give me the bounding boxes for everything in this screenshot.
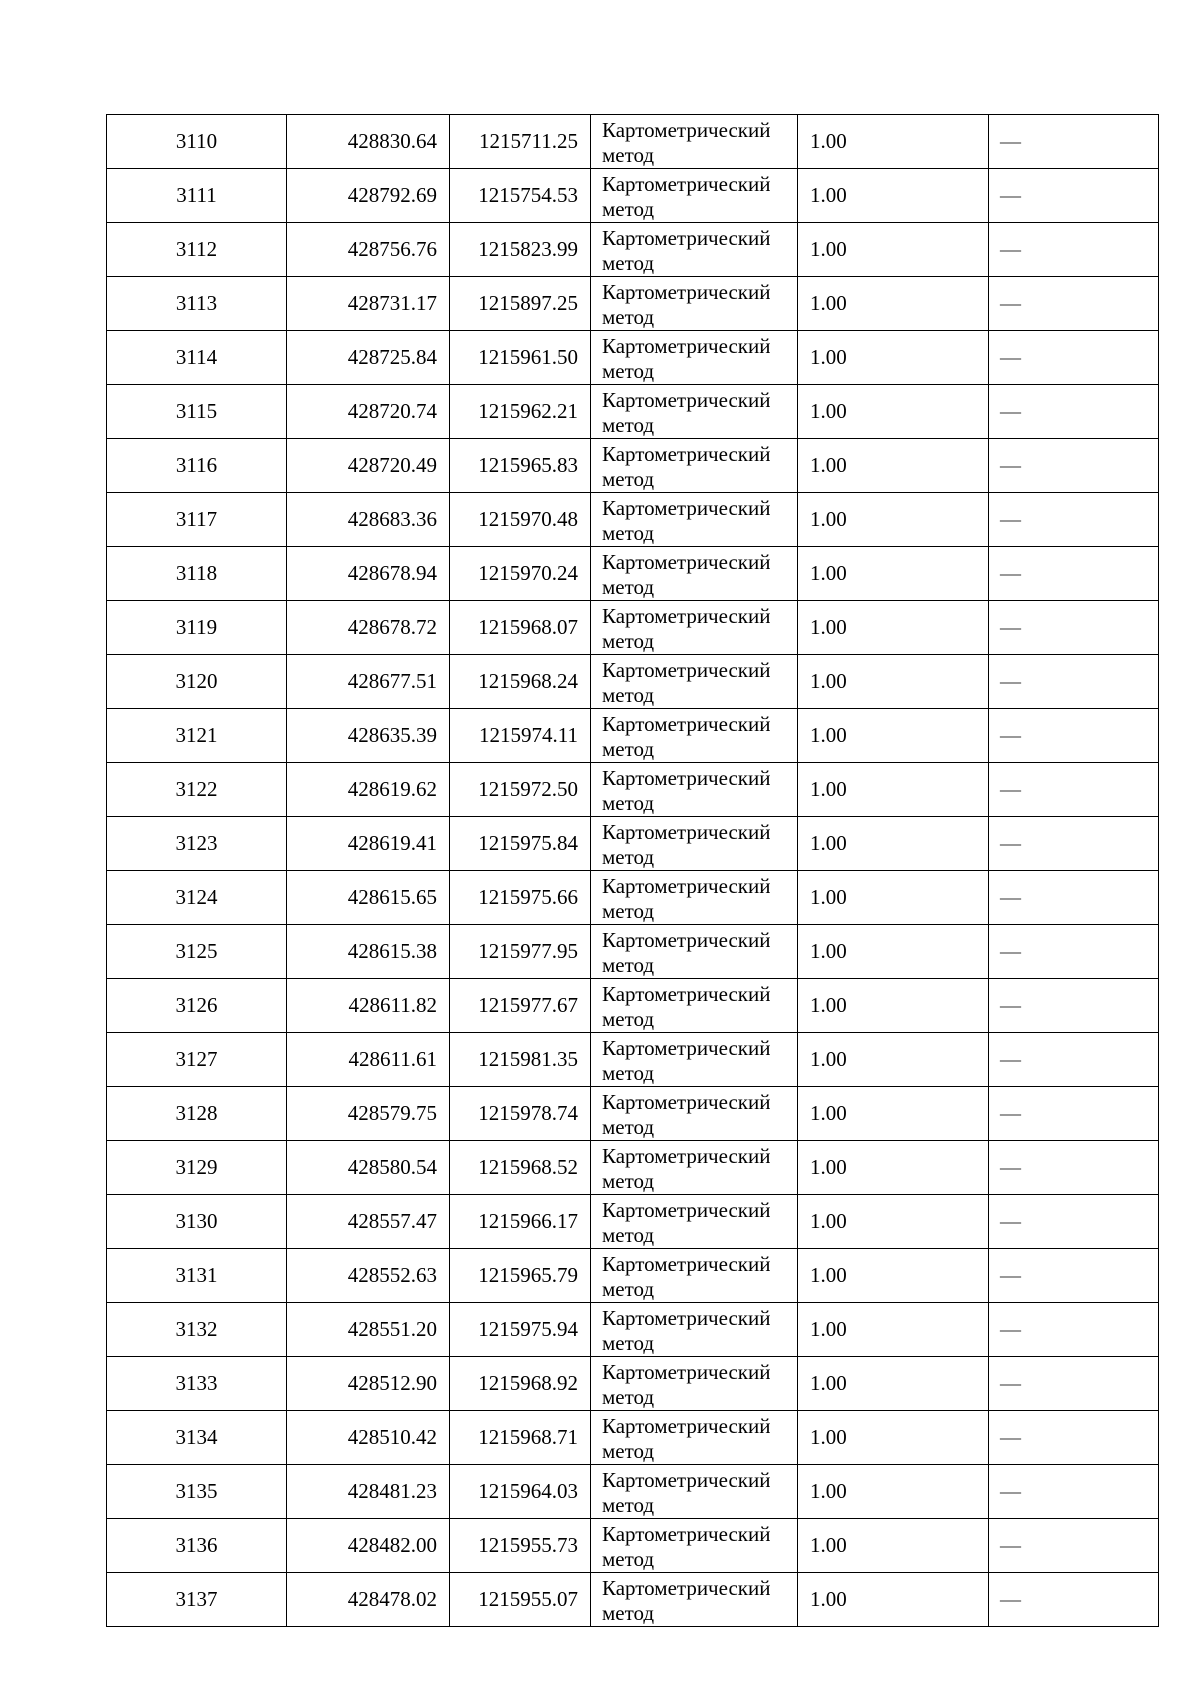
x-coordinate-cell: 428619.41 — [287, 817, 450, 871]
point-number-cell: 3112 — [107, 223, 287, 277]
accuracy-cell: 1.00 — [798, 763, 989, 817]
method-cell: Картометрический метод — [591, 1303, 798, 1357]
table-row — [107, 979, 1159, 1033]
dash-mark: — — [1000, 291, 1021, 315]
point-number-cell: 3110 — [107, 115, 287, 169]
y-coordinate-cell: 1215965.83 — [450, 439, 591, 493]
x-coordinate-cell: 428731.17 — [287, 277, 450, 331]
table-row — [107, 1303, 1159, 1357]
point-number-cell: 3123 — [107, 817, 287, 871]
table-row — [107, 601, 1159, 655]
point-number-cell: 3124 — [107, 871, 287, 925]
x-coordinate-cell: 428482.00 — [287, 1519, 450, 1573]
x-coordinate-cell: 428635.39 — [287, 709, 450, 763]
point-number-cell: 3134 — [107, 1411, 287, 1465]
method-cell: Картометрический метод — [591, 547, 798, 601]
y-coordinate-cell: 1215977.95 — [450, 925, 591, 979]
point-number-cell: 3117 — [107, 493, 287, 547]
accuracy-cell: 1.00 — [798, 817, 989, 871]
dash-mark: — — [1000, 615, 1021, 639]
table-row — [107, 331, 1159, 385]
method-cell: Картометрический метод — [591, 1195, 798, 1249]
y-coordinate-cell: 1215970.48 — [450, 493, 591, 547]
table-row — [107, 493, 1159, 547]
dash-mark: — — [1000, 993, 1021, 1017]
x-coordinate-cell: 428756.76 — [287, 223, 450, 277]
point-number-cell: 3136 — [107, 1519, 287, 1573]
x-coordinate-cell: 428792.69 — [287, 169, 450, 223]
y-coordinate-cell: 1215962.21 — [450, 385, 591, 439]
table-row — [107, 385, 1159, 439]
y-coordinate-cell: 1215965.79 — [450, 1249, 591, 1303]
dash-mark: — — [1000, 345, 1021, 369]
dash-mark: — — [1000, 561, 1021, 585]
x-coordinate-cell: 428677.51 — [287, 655, 450, 709]
table-row — [107, 115, 1159, 169]
description-cell — [989, 331, 1159, 385]
method-cell: Картометрический метод — [591, 979, 798, 1033]
table-row — [107, 439, 1159, 493]
description-cell — [989, 1303, 1159, 1357]
method-cell: Картометрический метод — [591, 223, 798, 277]
description-cell — [989, 709, 1159, 763]
y-coordinate-cell: 1215975.84 — [450, 817, 591, 871]
dash-mark: — — [1000, 1317, 1021, 1341]
method-cell: Картометрический метод — [591, 763, 798, 817]
method-cell: Картометрический метод — [591, 601, 798, 655]
method-cell: Картометрический метод — [591, 277, 798, 331]
y-coordinate-cell: 1215964.03 — [450, 1465, 591, 1519]
point-number-cell: 3119 — [107, 601, 287, 655]
description-cell — [989, 655, 1159, 709]
method-cell: Картометрический метод — [591, 331, 798, 385]
y-coordinate-cell: 1215975.94 — [450, 1303, 591, 1357]
y-coordinate-cell: 1215754.53 — [450, 169, 591, 223]
table-row — [107, 1519, 1159, 1573]
y-coordinate-cell: 1215977.67 — [450, 979, 591, 1033]
y-coordinate-cell: 1215968.07 — [450, 601, 591, 655]
x-coordinate-cell: 428579.75 — [287, 1087, 450, 1141]
accuracy-cell: 1.00 — [798, 1303, 989, 1357]
accuracy-cell: 1.00 — [798, 1033, 989, 1087]
y-coordinate-cell: 1215823.99 — [450, 223, 591, 277]
description-cell — [989, 1465, 1159, 1519]
table-row — [107, 277, 1159, 331]
x-coordinate-cell: 428551.20 — [287, 1303, 450, 1357]
description-cell — [989, 871, 1159, 925]
y-coordinate-cell: 1215961.50 — [450, 331, 591, 385]
dash-mark: — — [1000, 831, 1021, 855]
dash-mark: — — [1000, 1371, 1021, 1395]
accuracy-cell: 1.00 — [798, 115, 989, 169]
dash-mark: — — [1000, 723, 1021, 747]
description-cell — [989, 169, 1159, 223]
method-cell: Картометрический метод — [591, 1573, 798, 1627]
accuracy-cell: 1.00 — [798, 1357, 989, 1411]
point-number-cell: 3126 — [107, 979, 287, 1033]
y-coordinate-cell: 1215968.24 — [450, 655, 591, 709]
description-cell — [989, 1141, 1159, 1195]
table-row — [107, 223, 1159, 277]
point-number-cell: 3129 — [107, 1141, 287, 1195]
description-cell — [989, 925, 1159, 979]
method-cell: Картометрический метод — [591, 709, 798, 763]
method-cell: Картометрический метод — [591, 385, 798, 439]
dash-mark: — — [1000, 885, 1021, 909]
y-coordinate-cell: 1215981.35 — [450, 1033, 591, 1087]
accuracy-cell: 1.00 — [798, 601, 989, 655]
table-row — [107, 1573, 1159, 1627]
dash-mark: — — [1000, 669, 1021, 693]
point-number-cell: 3135 — [107, 1465, 287, 1519]
y-coordinate-cell: 1215978.74 — [450, 1087, 591, 1141]
x-coordinate-cell: 428580.54 — [287, 1141, 450, 1195]
dash-mark: — — [1000, 507, 1021, 531]
accuracy-cell: 1.00 — [798, 1519, 989, 1573]
x-coordinate-cell: 428510.42 — [287, 1411, 450, 1465]
x-coordinate-cell: 428557.47 — [287, 1195, 450, 1249]
x-coordinate-cell: 428619.62 — [287, 763, 450, 817]
y-coordinate-cell: 1215975.66 — [450, 871, 591, 925]
dash-mark: — — [1000, 129, 1021, 153]
point-number-cell: 3120 — [107, 655, 287, 709]
method-cell: Картометрический метод — [591, 817, 798, 871]
method-cell: Картометрический метод — [591, 1519, 798, 1573]
table-row — [107, 1033, 1159, 1087]
description-cell — [989, 493, 1159, 547]
accuracy-cell: 1.00 — [798, 655, 989, 709]
x-coordinate-cell: 428720.74 — [287, 385, 450, 439]
point-number-cell: 3111 — [107, 169, 287, 223]
y-coordinate-cell: 1215897.25 — [450, 277, 591, 331]
description-cell — [989, 1087, 1159, 1141]
dash-mark: — — [1000, 1587, 1021, 1611]
accuracy-cell: 1.00 — [798, 331, 989, 385]
description-cell — [989, 1573, 1159, 1627]
accuracy-cell: 1.00 — [798, 169, 989, 223]
method-cell: Картометрический метод — [591, 169, 798, 223]
method-cell: Картометрический метод — [591, 1465, 798, 1519]
description-cell — [989, 1033, 1159, 1087]
x-coordinate-cell: 428611.82 — [287, 979, 450, 1033]
point-number-cell: 3121 — [107, 709, 287, 763]
accuracy-cell: 1.00 — [798, 1249, 989, 1303]
point-number-cell: 3118 — [107, 547, 287, 601]
point-number-cell: 3125 — [107, 925, 287, 979]
point-number-cell: 3113 — [107, 277, 287, 331]
description-cell — [989, 115, 1159, 169]
point-number-cell: 3133 — [107, 1357, 287, 1411]
description-cell — [989, 979, 1159, 1033]
y-coordinate-cell: 1215970.24 — [450, 547, 591, 601]
table-row — [107, 763, 1159, 817]
dash-mark: — — [1000, 1209, 1021, 1233]
dash-mark: — — [1000, 1479, 1021, 1503]
dash-mark: — — [1000, 183, 1021, 207]
table-row — [107, 1411, 1159, 1465]
x-coordinate-cell: 428512.90 — [287, 1357, 450, 1411]
x-coordinate-cell: 428830.64 — [287, 115, 450, 169]
point-number-cell: 3115 — [107, 385, 287, 439]
accuracy-cell: 1.00 — [798, 439, 989, 493]
x-coordinate-cell: 428615.65 — [287, 871, 450, 925]
y-coordinate-cell: 1215968.92 — [450, 1357, 591, 1411]
description-cell — [989, 601, 1159, 655]
accuracy-cell: 1.00 — [798, 1195, 989, 1249]
method-cell: Картометрический метод — [591, 925, 798, 979]
x-coordinate-cell: 428678.72 — [287, 601, 450, 655]
x-coordinate-cell: 428481.23 — [287, 1465, 450, 1519]
x-coordinate-cell: 428552.63 — [287, 1249, 450, 1303]
y-coordinate-cell: 1215972.50 — [450, 763, 591, 817]
x-coordinate-cell: 428725.84 — [287, 331, 450, 385]
table-row — [107, 547, 1159, 601]
method-cell: Картометрический метод — [591, 655, 798, 709]
dash-mark: — — [1000, 399, 1021, 423]
table-row — [107, 925, 1159, 979]
point-number-cell: 3127 — [107, 1033, 287, 1087]
method-cell: Картометрический метод — [591, 1087, 798, 1141]
accuracy-cell: 1.00 — [798, 277, 989, 331]
table-row — [107, 1141, 1159, 1195]
x-coordinate-cell: 428478.02 — [287, 1573, 450, 1627]
description-cell — [989, 223, 1159, 277]
description-cell — [989, 763, 1159, 817]
point-number-cell: 3130 — [107, 1195, 287, 1249]
description-cell — [989, 1411, 1159, 1465]
table-row — [107, 655, 1159, 709]
method-cell: Картометрический метод — [591, 1033, 798, 1087]
accuracy-cell: 1.00 — [798, 1411, 989, 1465]
method-cell: Картометрический метод — [591, 493, 798, 547]
accuracy-cell: 1.00 — [798, 385, 989, 439]
accuracy-cell: 1.00 — [798, 1141, 989, 1195]
table-row — [107, 169, 1159, 223]
accuracy-cell: 1.00 — [798, 709, 989, 763]
coordinates-table-body — [107, 115, 1159, 1627]
y-coordinate-cell: 1215955.73 — [450, 1519, 591, 1573]
table-row — [107, 709, 1159, 763]
accuracy-cell: 1.00 — [798, 925, 989, 979]
description-cell — [989, 1519, 1159, 1573]
y-coordinate-cell: 1215955.07 — [450, 1573, 591, 1627]
dash-mark: — — [1000, 1101, 1021, 1125]
dash-mark: — — [1000, 1425, 1021, 1449]
accuracy-cell: 1.00 — [798, 493, 989, 547]
description-cell — [989, 1357, 1159, 1411]
y-coordinate-cell: 1215968.52 — [450, 1141, 591, 1195]
description-cell — [989, 277, 1159, 331]
x-coordinate-cell: 428615.38 — [287, 925, 450, 979]
method-cell: Картометрический метод — [591, 1411, 798, 1465]
method-cell: Картометрический метод — [591, 1357, 798, 1411]
dash-mark: — — [1000, 237, 1021, 261]
description-cell — [989, 547, 1159, 601]
coordinates-table — [106, 114, 1159, 1627]
accuracy-cell: 1.00 — [798, 1087, 989, 1141]
description-cell — [989, 1249, 1159, 1303]
method-cell: Картометрический метод — [591, 439, 798, 493]
method-cell: Картометрический метод — [591, 1249, 798, 1303]
x-coordinate-cell: 428678.94 — [287, 547, 450, 601]
y-coordinate-cell: 1215966.17 — [450, 1195, 591, 1249]
table-row — [107, 1087, 1159, 1141]
dash-mark: — — [1000, 1263, 1021, 1287]
point-number-cell: 3132 — [107, 1303, 287, 1357]
accuracy-cell: 1.00 — [798, 1573, 989, 1627]
point-number-cell: 3116 — [107, 439, 287, 493]
point-number-cell: 3122 — [107, 763, 287, 817]
y-coordinate-cell: 1215968.71 — [450, 1411, 591, 1465]
accuracy-cell: 1.00 — [798, 547, 989, 601]
method-cell: Картометрический метод — [591, 871, 798, 925]
description-cell — [989, 817, 1159, 871]
description-cell — [989, 1195, 1159, 1249]
table-row — [107, 1195, 1159, 1249]
x-coordinate-cell: 428611.61 — [287, 1033, 450, 1087]
point-number-cell: 3137 — [107, 1573, 287, 1627]
description-cell — [989, 385, 1159, 439]
point-number-cell: 3128 — [107, 1087, 287, 1141]
accuracy-cell: 1.00 — [798, 1465, 989, 1519]
description-cell — [989, 439, 1159, 493]
dash-mark: — — [1000, 1155, 1021, 1179]
table-row — [107, 1357, 1159, 1411]
x-coordinate-cell: 428683.36 — [287, 493, 450, 547]
point-number-cell: 3114 — [107, 331, 287, 385]
point-number-cell: 3131 — [107, 1249, 287, 1303]
table-row — [107, 1465, 1159, 1519]
table-row — [107, 871, 1159, 925]
table-row — [107, 817, 1159, 871]
accuracy-cell: 1.00 — [798, 223, 989, 277]
dash-mark: — — [1000, 939, 1021, 963]
dash-mark: — — [1000, 1533, 1021, 1557]
dash-mark: — — [1000, 453, 1021, 477]
x-coordinate-cell: 428720.49 — [287, 439, 450, 493]
accuracy-cell: 1.00 — [798, 871, 989, 925]
dash-mark: — — [1000, 777, 1021, 801]
method-cell: Картометрический метод — [591, 1141, 798, 1195]
y-coordinate-cell: 1215974.11 — [450, 709, 591, 763]
y-coordinate-cell: 1215711.25 — [450, 115, 591, 169]
dash-mark: — — [1000, 1047, 1021, 1071]
table-row — [107, 1249, 1159, 1303]
accuracy-cell: 1.00 — [798, 979, 989, 1033]
method-cell: Картометрический метод — [591, 115, 798, 169]
